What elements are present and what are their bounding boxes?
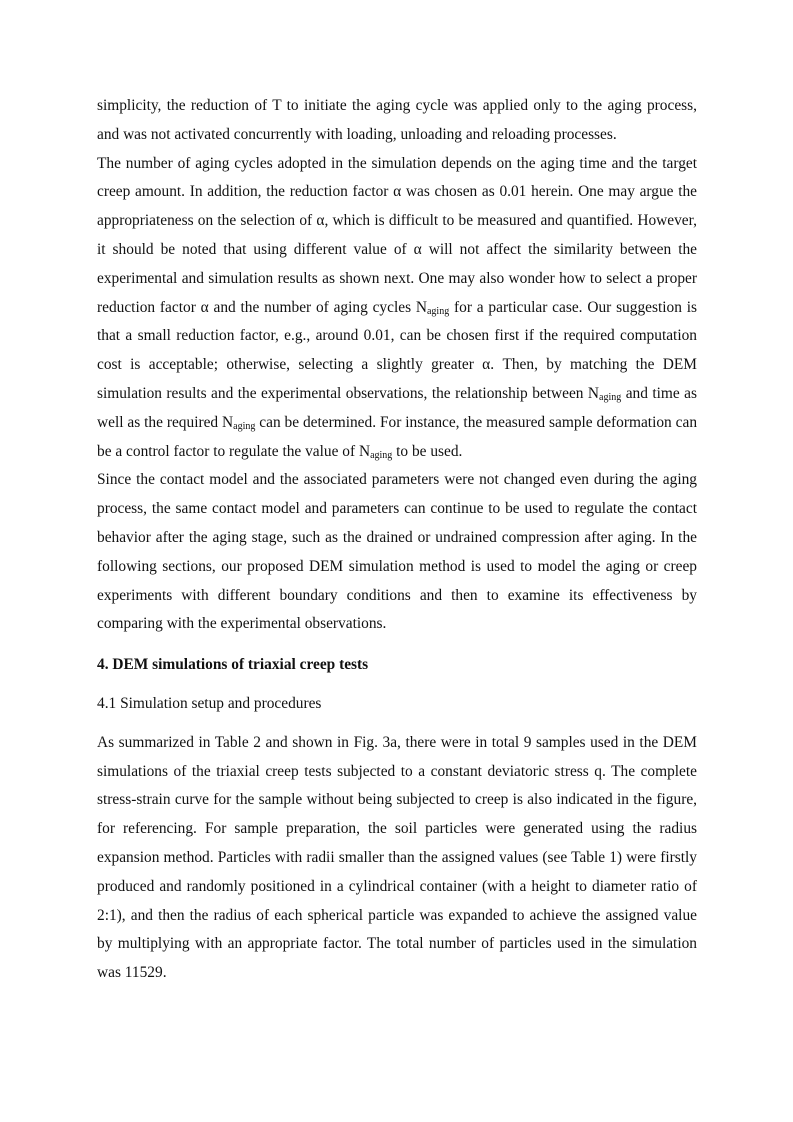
subscript-aging: aging: [370, 449, 393, 461]
subscript-aging: aging: [599, 391, 622, 403]
section-heading-4-1: 4.1 Simulation setup and procedures: [97, 694, 322, 712]
paragraph-aging-process: simplicity, the reduction of T to initiate the aging cycle was applied only to the aging process, and was not activated concurrently with loading, unloading and reloading processes.: [97, 97, 697, 143]
subscript-aging: aging: [426, 305, 450, 317]
page-body: [97, 92, 697, 988]
section-heading-4: 4. DEM simulations of triaxial creep tests: [97, 656, 369, 674]
text-run: to be used.: [392, 442, 463, 460]
text-run: and time as well as the required N: [97, 384, 697, 431]
text-run: can be determined. For instance, the measured sample deformation can be a control factor to regulate the value of N: [97, 413, 698, 460]
text-run: The number of aging cycles adopted in the simulation depends on the aging time and the target creep amount. In addition, the reduction factor α was chosen as 0.01 herein. One may argue the appropriateness on the selection of α, which is difficult to be measured and quantified. However, it should be noted that using different value of α will not affect the similarity between the experimental and simulation results as shown next. One may also wonder how to select a proper reduction factor α and the number of aging cycles N: [97, 154, 697, 316]
paragraph-simulation-setup: As summarized in Table 2 and shown in Fig. 3a, there were in total 9 samples used in the DEM simulations of the triaxial creep tests subjected to a constant deviatoric stress q. The complete stress-strain curve for the sample without being subjected to creep is also indicated in the figure, for referencing. For sample preparation, the soil particles were generated using the radius expansion method. Particles with radii smaller than the assigned values (see Table 1) were firstly produced and randomly positioned in a cylindrical container (with a height to diameter ratio of 2:1), and then the radius of each spherical particle was expanded to achieve the assigned value by multiplying with an appropriate factor. The total number of particles used in the simulation was 11529.: [97, 733, 697, 982]
paragraph-aging-cycles: [97, 150, 697, 467]
text-run: for a particular case. Our suggestion is that a small reduction factor, e.g., around 0.01, can be chosen first if the required computation cost is acceptable; otherwise, selecting a slightly greater α. Then, by matching the DEM simulation results and the experimental observations, the relationship between N: [97, 298, 697, 402]
paragraph-contact-model: Since the contact model and the associated parameters were not changed even during the aging process, the same contact model and parameters can continue to be used to regulate the contact behavior after the aging stage, such as the drained or undrained compression after aging. In the following sections, our proposed DEM simulation method is used to model the aging or creep experiments with different boundary conditions and then to examine its effectiveness by comparing with the experimental observations.: [97, 471, 697, 633]
subscript-aging: aging: [233, 420, 256, 432]
